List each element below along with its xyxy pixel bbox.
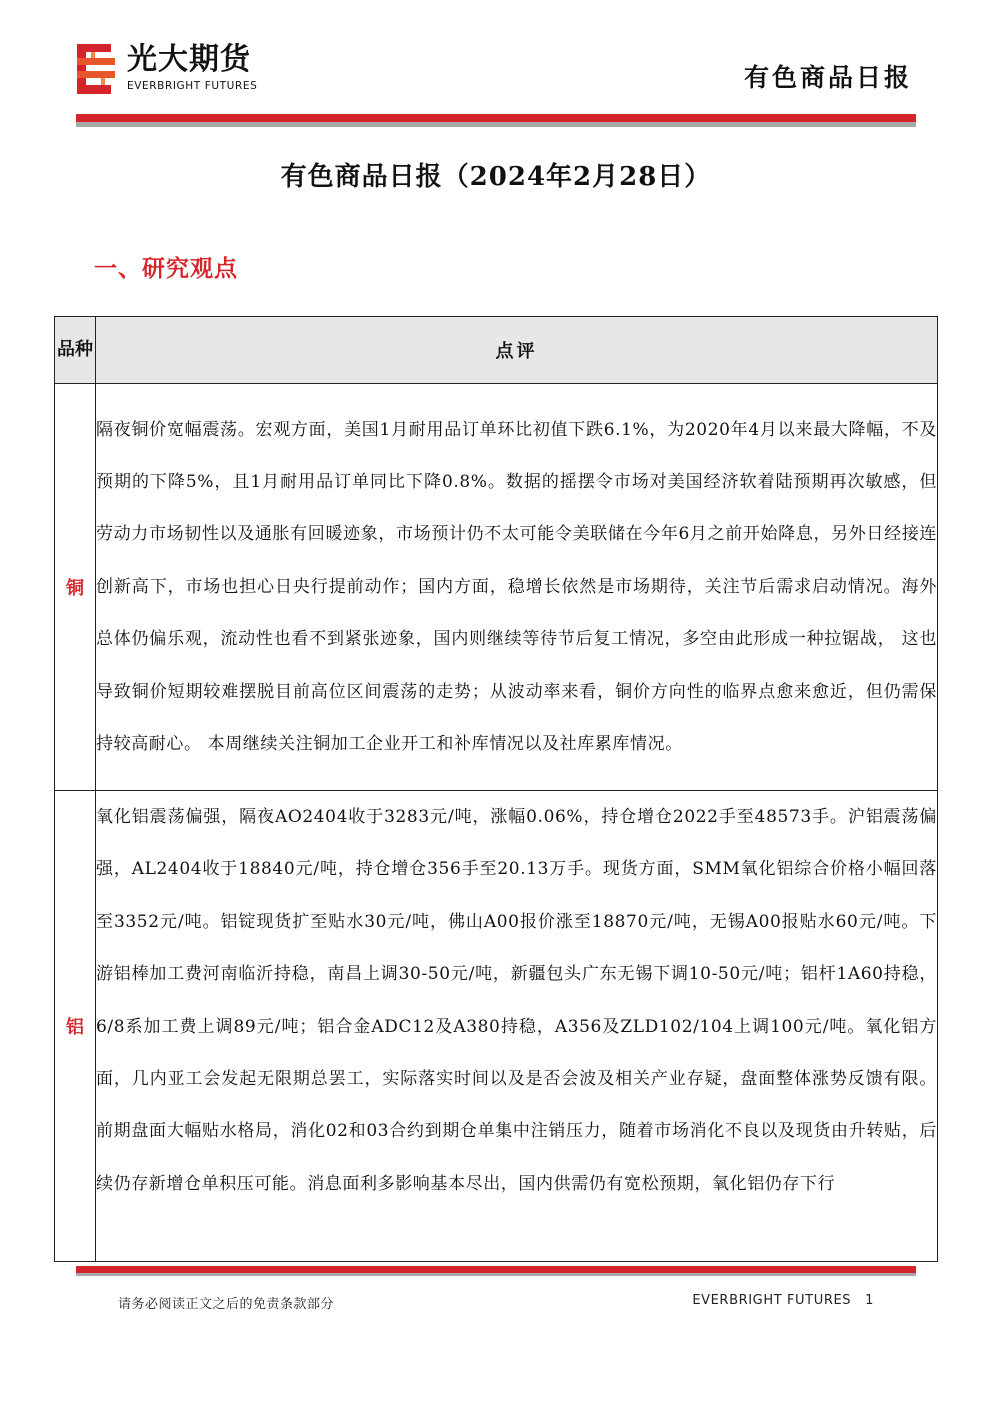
footer-divider-red (76, 1266, 916, 1273)
column-header-comment: 点评 (96, 317, 938, 384)
table-row-copper (55, 384, 938, 791)
report-name-header: 有色商品日报 (743, 63, 912, 92)
footer-company (692, 1293, 874, 1308)
row-label-copper: 铜 (55, 384, 96, 791)
row-label-aluminum: 铝 (55, 791, 96, 1262)
document-title: 有色商品日报（2024年2月28日） (280, 162, 712, 192)
table-header-row (55, 317, 938, 384)
row-text-aluminum-cell (96, 791, 938, 1262)
company-logo (77, 42, 287, 98)
table-row-aluminum (55, 791, 938, 1262)
everbright-logo-icon (77, 44, 117, 94)
commentary-table (54, 316, 938, 1262)
header-divider-gray (76, 122, 916, 127)
footer-company-name: EVERBRIGHT FUTURES (692, 1293, 852, 1308)
footer-disclaimer: 请务必阅读正文之后的免责条款部分 (118, 1297, 335, 1312)
section-heading: 一、研究观点 (94, 255, 238, 282)
logo-english-name: EVERBRIGHT FUTURES (127, 80, 258, 92)
row-text-copper: 隔夜铜价宽幅震荡。宏观方面，美国1月耐用品订单环比初值下跌6.1%，为2020年4月以来最大降幅，不及预期的下降5%，且1月耐用品订单同比下降0.8%。数据的摇摆令市场对美国经济软着陆预期再次敏感，但劳动力市场韧性以及通胀有回暖迹象，市场预计仍不太可能令美联储在今年6月之前开始降息，另外日经接连创新高下，市场也担心日央行提前动作；国内方面，稳增长依然是市场期待，关注节后需求启动情况。海外总体仍偏乐观，流动性也看不到紧张迹象，国内则继续等待节后复工情况，多空由此形成一种拉锯战， 这也导致铜价短期较难摆脱目前高位区间震荡的走势；从波动率来看，铜价方向性的临界点愈来愈近，但仍需保持较高耐心。 本周继续关注铜加工企业开工和补库情况以及社库累库情况。 (96, 384, 938, 791)
page-number: 1 (865, 1293, 874, 1308)
logo-chinese-name: 光大期货 (127, 42, 251, 77)
row-text-aluminum: 氧化铝震荡偏强，隔夜AO2404收于3283元/吨，涨幅0.06%，持仓增仓2022手至48573手。沪铝震荡偏强，AL2404收于18840元/吨，持仓增仓356手至20.13万手。现货方面，SMM氧化铝综合价格小幅回落至3352元/吨。铝锭现货扩至贴水30元/吨，佛山A00报价涨至18870元/吨，无锡A00报贴水60元/吨。下游铝棒加工费河南临沂持稳，南昌上调30-50元/吨，新疆包头广东无锡下调10-50元/吨；铝杆1A60持稳，6/8系加工费上调89元/吨；铝合金ADC12及A380持稳，A356及ZLD102/104上调100元/吨。氧化铝方面，几内亚工会发起无限期总罢工，实际落实时间以及是否会波及相关产业存疑，盘面整体涨势反馈有限。前期盘面大幅贴水格局，消化02和03合约到期仓单集中注销压力，随着市场消化不良以及现货由升转贴，后续仍存新增仓单积压可能。消息面利多影响基本尽出，国内供需仍有宽松预期，氧化铝仍存下行 (96, 807, 937, 1194)
footer-divider-gray (76, 1273, 916, 1276)
column-header-variety: 品种 (55, 317, 96, 384)
header-divider-red (76, 114, 916, 122)
